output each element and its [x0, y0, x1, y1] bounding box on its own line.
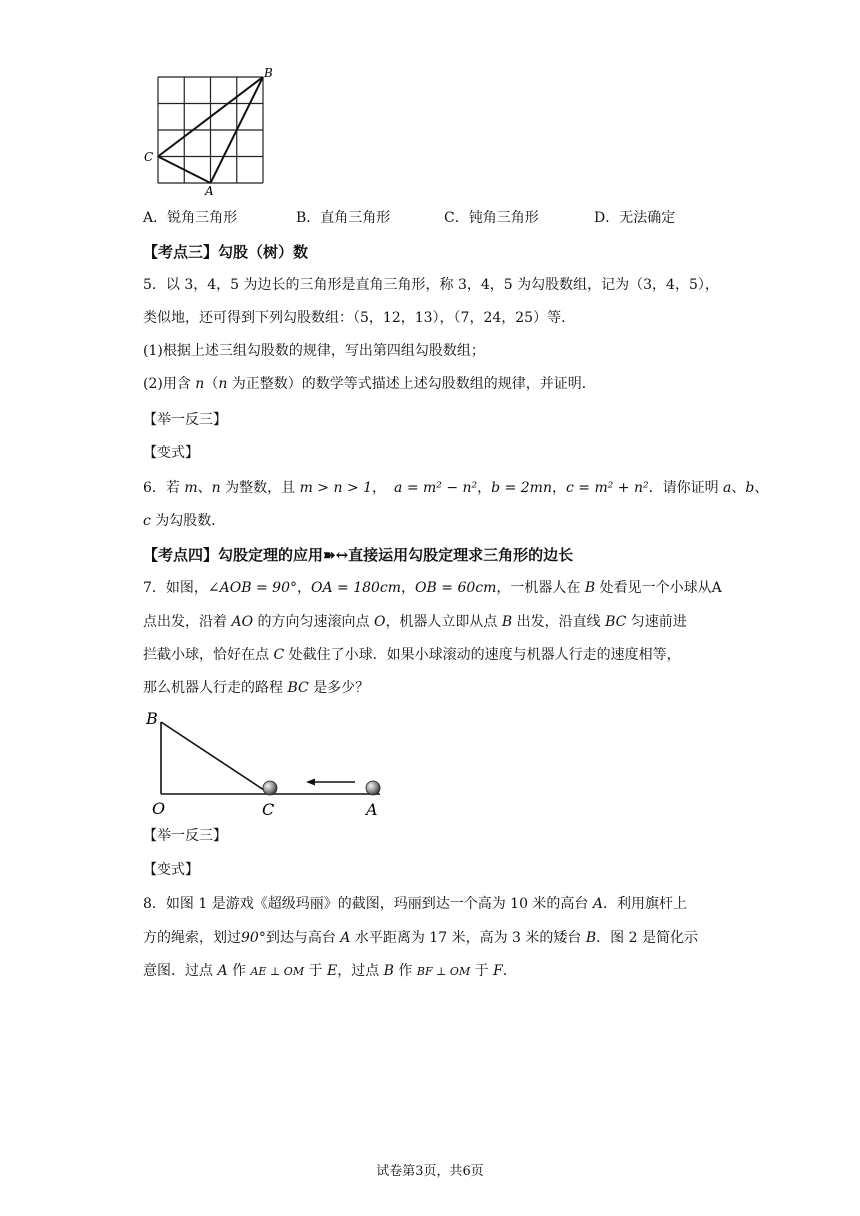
- robot-ball-figure: [140, 705, 390, 820]
- practice-label-1: 【举一反三】: [143, 412, 227, 428]
- q7-line-2: 点出发，沿着 AO 的方向匀速滚向点 O，机器人立即从点 B 出发，沿直线 BC 匀速前进: [143, 614, 687, 630]
- point-label-c: C: [262, 800, 275, 819]
- q5-line-1: 5．以 3，4，5 为边长的三角形是直角三角形，称 3，4，5 为勾股数组，记为（3，4，5），: [143, 277, 719, 293]
- option-b: B．直角三角形: [296, 210, 391, 226]
- option-d: D．无法确定: [594, 210, 676, 226]
- q8-line-2: 方的绳索，划过90°到达与高台 A 水平距离为 17 米，高为 3 米的矮台 B．图 2 是简化示: [143, 930, 698, 946]
- option-a: A．锐角三角形: [143, 210, 238, 226]
- q6-line-1: 6．若 m、n 为整数，且 m > n > 1， a = m² − n²，b = 2mn，c = m² + n²．请你证明 a、b、: [143, 480, 769, 496]
- grid-triangle-figure: [140, 66, 280, 200]
- q7-line-3: 拦截小球，恰好在点 C 处截住了小球．如果小球滚动的速度与机器人行走的速度相等，: [143, 647, 681, 663]
- vertex-label-c: C: [144, 150, 154, 164]
- vertex-label-a: A: [205, 184, 214, 198]
- point-label-a: A: [366, 800, 378, 819]
- variant-label-2: 【变式】: [143, 862, 199, 878]
- q5-subquestion-2: (2)用含 n（n 为正整数）的数学等式描述上述勾股数组的规律，并证明．: [143, 376, 596, 392]
- section-4-title: 【考点四】勾股定理的应用➽↔直接运用勾股定理求三角形的边长: [143, 546, 574, 564]
- q8-line-3: 意图．过点 A 作 AE ⊥ OM 于 E，过点 B 作 BF ⊥ OM 于 F．: [143, 963, 517, 979]
- q5-line-2: 类似地，还可得到下列勾股数组：（5，12，13），（7，24，25）等．: [143, 310, 576, 326]
- vertex-label-b: B: [264, 66, 273, 80]
- point-label-o: O: [152, 799, 166, 818]
- q5-subquestion-1: (1)根据上述三组勾股数的规律，写出第四组勾股数组；: [143, 343, 485, 359]
- arrow-icon: ➽↔: [323, 546, 349, 564]
- page-footer: 试卷第3页，共6页: [376, 1164, 484, 1179]
- q6-line-2: c 为勾股数．: [143, 513, 226, 529]
- q7-line-4: 那么机器人行走的路程 BC 是多少？: [143, 680, 370, 696]
- q7-line-1: 7．如图，∠AOB = 90°，OA = 180cm，OB = 60cm，一机器人在 B 处看见一个小球从A: [143, 580, 722, 596]
- practice-label-2: 【举一反三】: [143, 828, 227, 844]
- option-c: C．钝角三角形: [444, 210, 539, 226]
- arrow-left-icon: [306, 779, 355, 786]
- point-label-b: B: [146, 709, 158, 728]
- variant-label-1: 【变式】: [143, 445, 199, 461]
- section-3-title: 【考点三】勾股（树）数: [143, 243, 309, 261]
- q8-line-1: 8．如图 1 是游戏《超级玛丽》的截图，玛丽到达一个高为 10 米的高台 A．利用旗杆上: [143, 896, 688, 912]
